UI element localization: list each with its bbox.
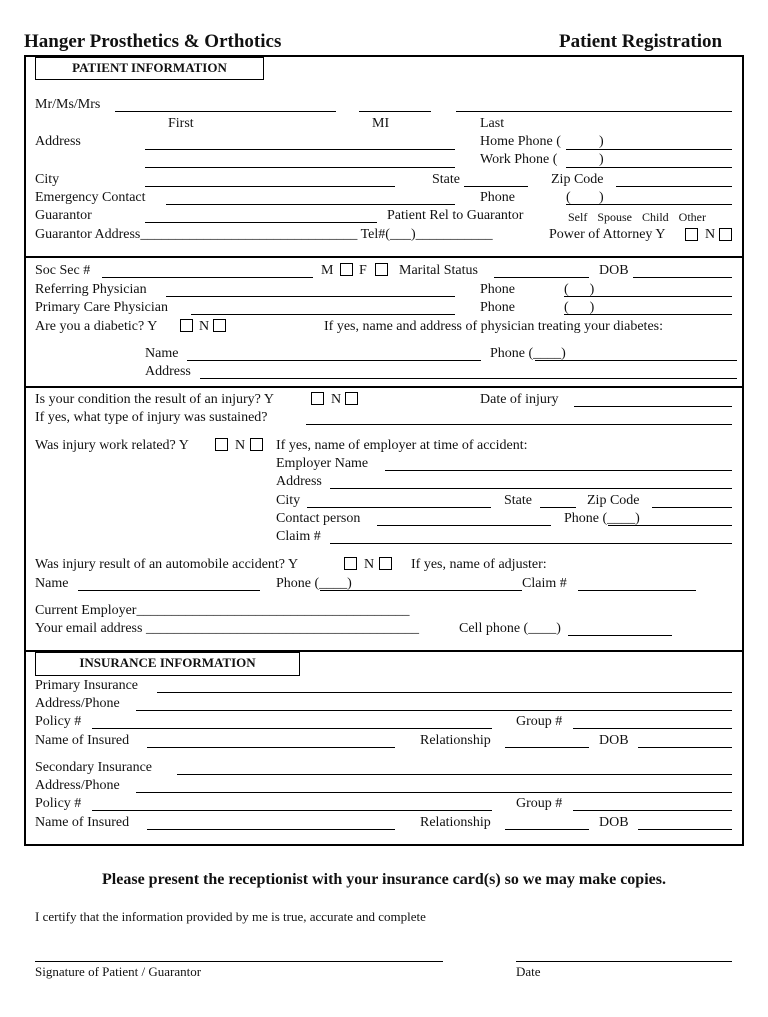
primary-care-label: Primary Care Physician <box>35 300 168 315</box>
secondary-insurance-label: Secondary Insurance <box>35 760 153 775</box>
work-phone-field[interactable] <box>566 167 732 168</box>
insurance-card-notice: Please present the receptionist with your insurance card(s) so we may make copies. <box>102 871 666 888</box>
secondary-policy-field[interactable] <box>92 810 492 811</box>
primary-insured-label: Name of Insured <box>35 733 130 748</box>
secondary-dob-field[interactable] <box>638 829 732 830</box>
zip-label: Zip Code <box>551 172 604 187</box>
address-label: Address <box>35 134 81 149</box>
primary-policy-field[interactable] <box>92 728 492 729</box>
paren-close: ) <box>599 190 604 205</box>
adjuster-name-field[interactable] <box>78 590 260 591</box>
work-related-no-label: N <box>235 438 246 453</box>
secondary-insurance-field[interactable] <box>177 774 732 775</box>
zip-field[interactable] <box>616 186 732 187</box>
injury-type-label: If yes, what type of injury was sustained? <box>35 410 268 425</box>
cell-phone-field[interactable] <box>568 635 672 636</box>
secondary-insured-label: Name of Insured <box>35 815 130 830</box>
primary-care-phone-field[interactable] <box>564 314 732 315</box>
poa-yes-checkbox[interactable] <box>685 228 698 241</box>
certify-statement: I certify that the information provided by me is true, accurate and complete <box>35 909 426 924</box>
diabetic-yes-checkbox[interactable] <box>180 319 193 332</box>
adjuster-claim-label: Claim # <box>522 576 567 591</box>
signature-label: Signature of Patient / Guarantor <box>35 964 202 979</box>
current-employer-label: Current Employer_______________________________________ <box>35 603 410 618</box>
date-of-injury-field[interactable] <box>574 406 732 407</box>
secondary-policy-label: Policy # <box>35 796 82 811</box>
primary-group-label: Group # <box>516 714 563 729</box>
poa-label: Power of Attorney Y <box>549 227 666 242</box>
work-phone-label: Work Phone ( <box>480 152 558 167</box>
secondary-relationship-label: Relationship <box>420 815 491 830</box>
poa-no-checkbox[interactable] <box>719 228 732 241</box>
physician-name-label: Name <box>145 346 179 361</box>
male-label: M <box>321 263 334 278</box>
paren-close: ) <box>599 152 604 167</box>
state-field[interactable] <box>464 186 528 187</box>
referring-physician-field[interactable] <box>166 296 455 297</box>
ssn-field[interactable] <box>102 277 313 278</box>
referring-phone-parens: ( ) <box>564 282 595 297</box>
primary-care-field[interactable] <box>191 314 455 315</box>
adjuster-phone-label: Phone (____) <box>276 576 352 591</box>
poa-no-label: N <box>705 227 716 242</box>
primary-dob-label: DOB <box>599 733 629 748</box>
adjuster-phone-field[interactable] <box>320 590 522 591</box>
injury-yes-checkbox[interactable] <box>311 392 324 405</box>
adjuster-claim-field[interactable] <box>578 590 696 591</box>
paren-close: ) <box>599 134 604 149</box>
emergency-phone-field[interactable] <box>566 204 732 205</box>
physician-phone-label: Phone (____) <box>490 346 566 361</box>
work-related-yes-checkbox[interactable] <box>215 438 228 451</box>
secondary-address-phone-field[interactable] <box>136 792 732 793</box>
emergency-contact-field[interactable] <box>166 204 455 205</box>
secondary-relationship-field[interactable] <box>505 829 589 830</box>
secondary-insured-field[interactable] <box>147 829 395 830</box>
primary-policy-label: Policy # <box>35 714 82 729</box>
primary-care-phone-label: Phone <box>480 300 515 315</box>
auto-no-checkbox[interactable] <box>379 557 392 570</box>
signature-field[interactable] <box>35 961 443 962</box>
guarantor-address-label: Guarantor Address_______________________________ Tel#(___)___________ <box>35 227 493 242</box>
marital-status-field[interactable] <box>494 277 589 278</box>
referring-phone-label: Phone <box>480 282 515 297</box>
diabetic-label: Are you a diabetic? Y <box>35 319 158 334</box>
rel-options: Self Spouse Child Other <box>568 210 706 224</box>
insurance-section-title: INSURANCE INFORMATION <box>35 652 300 676</box>
dob-field[interactable] <box>633 277 732 278</box>
cell-phone-label: Cell phone (____) <box>459 621 561 636</box>
employer-city-field[interactable] <box>307 507 491 508</box>
guarantor-field[interactable] <box>145 222 377 223</box>
employer-address-label: Address <box>276 474 322 489</box>
primary-insurance-label: Primary Insurance <box>35 678 139 693</box>
primary-address-phone-label: Address/Phone <box>35 696 120 711</box>
employer-state-label: State <box>504 493 532 508</box>
contact-phone-label: Phone (____) <box>564 511 640 526</box>
patient-section-title: PATIENT INFORMATION <box>35 57 264 80</box>
female-checkbox[interactable] <box>375 263 388 276</box>
auto-no-label: N <box>364 557 375 572</box>
auto-accident-label: Was injury result of an automobile accident? Y <box>35 557 299 572</box>
secondary-address-phone-label: Address/Phone <box>35 778 120 793</box>
employer-name-label: Employer Name <box>276 456 369 471</box>
secondary-dob-label: DOB <box>599 815 629 830</box>
physician-phone-field[interactable] <box>535 360 737 361</box>
employer-address-field[interactable] <box>330 488 732 489</box>
diabetic-no-label: N <box>199 319 210 334</box>
contact-person-label: Contact person <box>276 511 361 526</box>
injury-no-label: N <box>331 392 342 407</box>
dob-label: DOB <box>599 263 629 278</box>
referring-physician-label: Referring Physician <box>35 282 147 297</box>
home-phone-label: Home Phone ( <box>480 134 561 149</box>
section-divider <box>24 386 744 388</box>
form-title: Patient Registration <box>559 31 723 52</box>
injury-type-field[interactable] <box>306 424 732 425</box>
rel-guarantor-label: Patient Rel to Guarantor <box>387 208 524 223</box>
address-field[interactable] <box>145 149 455 150</box>
female-label: F <box>359 263 367 278</box>
primary-relationship-field[interactable] <box>505 747 589 748</box>
adjuster-prompt: If yes, name of adjuster: <box>411 557 547 572</box>
employer-claim-label: Claim # <box>276 529 321 544</box>
employer-name-field[interactable] <box>385 470 732 471</box>
employer-zip-field[interactable] <box>652 507 732 508</box>
first-name-field[interactable] <box>115 111 336 112</box>
work-related-label: Was injury work related? Y <box>35 438 189 453</box>
employer-state-field[interactable] <box>540 507 576 508</box>
physician-name-field[interactable] <box>187 360 481 361</box>
section-divider <box>24 256 744 258</box>
paren-open: ( <box>566 190 571 205</box>
physician-address-label: Address <box>145 364 191 379</box>
secondary-group-label: Group # <box>516 796 563 811</box>
employer-prompt: If yes, name of employer at time of accident: <box>276 438 528 453</box>
emergency-contact-label: Emergency Contact <box>35 190 146 205</box>
state-label: State <box>432 172 460 187</box>
physician-address-field[interactable] <box>200 378 737 379</box>
emergency-phone-label: Phone <box>480 190 515 205</box>
date-of-injury-label: Date of injury <box>480 392 559 407</box>
male-checkbox[interactable] <box>340 263 353 276</box>
address-field-2[interactable] <box>145 167 455 168</box>
employer-city-label: City <box>276 493 301 508</box>
last-label: Last <box>480 116 505 131</box>
primary-group-field[interactable] <box>573 728 732 729</box>
primary-insurance-field[interactable] <box>157 692 732 693</box>
primary-dob-field[interactable] <box>638 747 732 748</box>
referring-phone-field[interactable] <box>564 296 732 297</box>
injury-condition-label: Is your condition the result of an injury? Y <box>35 392 274 407</box>
first-label: First <box>168 116 194 131</box>
auto-yes-checkbox[interactable] <box>344 557 357 570</box>
home-phone-field[interactable] <box>566 149 732 150</box>
mi-label: MI <box>372 116 390 131</box>
email-label: Your email address _______________________________________ <box>35 621 419 636</box>
employer-zip-label: Zip Code <box>587 493 640 508</box>
adjuster-name-label: Name <box>35 576 69 591</box>
mi-field[interactable] <box>359 111 431 112</box>
work-related-no-checkbox[interactable] <box>250 438 263 451</box>
company-name: Hanger Prosthetics & Orthotics <box>24 31 282 52</box>
employer-claim-field[interactable] <box>330 543 732 544</box>
diabetes-physician-prompt: If yes, name and address of physician treating your diabetes: <box>324 319 664 334</box>
primary-address-phone-field[interactable] <box>136 710 732 711</box>
injury-no-checkbox[interactable] <box>345 392 358 405</box>
name-prefix-label: Mr/Ms/Mrs <box>35 97 101 112</box>
city-field[interactable] <box>145 186 395 187</box>
ssn-label: Soc Sec # <box>35 263 91 278</box>
marital-status-label: Marital Status <box>399 263 478 278</box>
secondary-group-field[interactable] <box>573 810 732 811</box>
primary-relationship-label: Relationship <box>420 733 491 748</box>
primary-insured-field[interactable] <box>147 747 395 748</box>
contact-person-field[interactable] <box>377 525 551 526</box>
date-label: Date <box>516 964 541 979</box>
contact-phone-field[interactable] <box>608 525 732 526</box>
guarantor-label: Guarantor <box>35 208 92 223</box>
last-name-field[interactable] <box>456 111 732 112</box>
primary-care-phone-parens: ( ) <box>564 300 595 315</box>
city-label: City <box>35 172 60 187</box>
diabetic-no-checkbox[interactable] <box>213 319 226 332</box>
date-field[interactable] <box>516 961 732 962</box>
